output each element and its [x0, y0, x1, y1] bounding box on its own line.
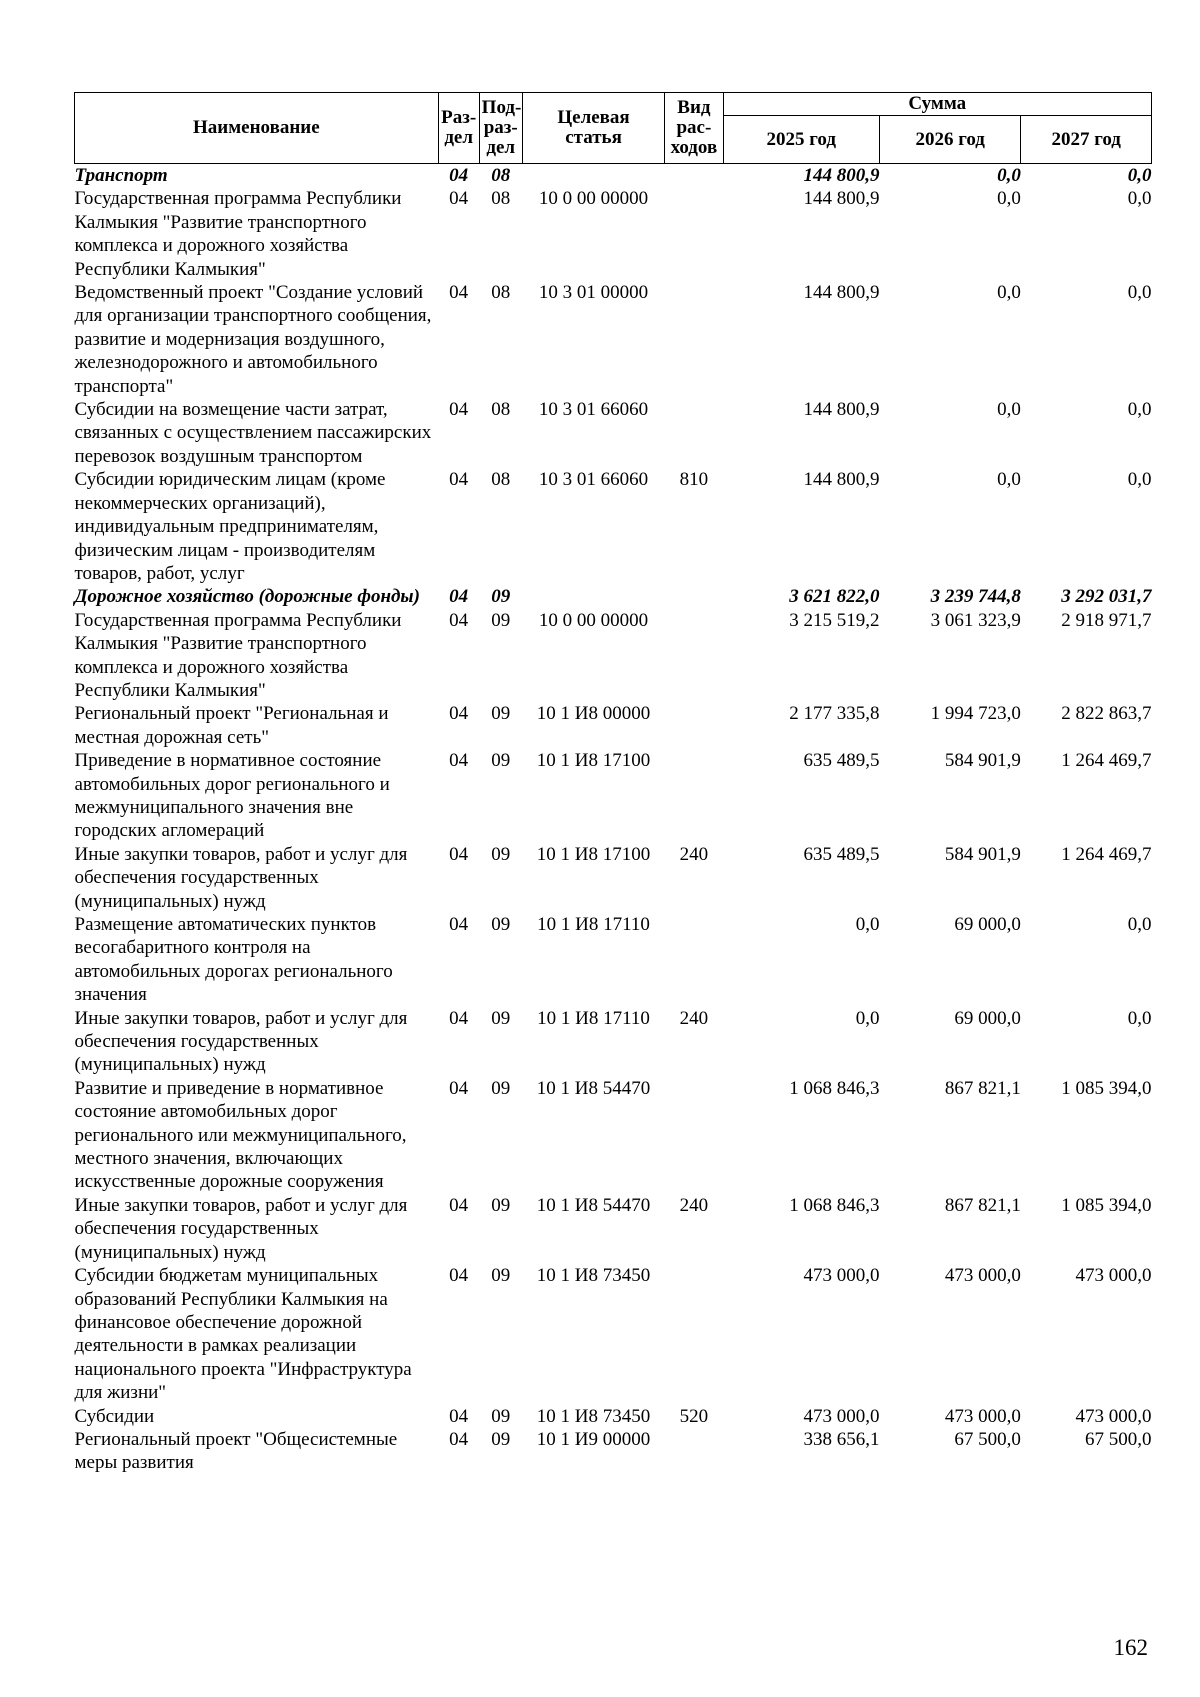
- header-year-2025: 2025 год: [723, 116, 879, 164]
- row-amount-2026: 69 000,0: [954, 914, 1021, 935]
- row-name: Субсидии бюджетам муниципальных образований Республики Калмыкия на финансовое обеспечение дорожной деятельности в рамках реализации национального проекта "Инфраструктура для жизни": [74, 1265, 412, 1404]
- row-razdel: 04: [449, 914, 469, 935]
- row-amount-2027: 1 264 469,7: [1061, 750, 1152, 772]
- table-header: [75, 93, 1152, 164]
- row-amount-2026: 0,0: [997, 469, 1021, 491]
- table-row: [75, 702, 1152, 749]
- row-razdel: 04: [449, 282, 469, 304]
- table-row: [75, 1428, 1152, 1475]
- row-target-article: 10 3 01 00000: [538, 282, 649, 304]
- row-amount-2026: 0,0: [997, 188, 1021, 210]
- header-target-line: статья: [565, 127, 622, 148]
- row-amount-2025: 1 068 846,3: [789, 1077, 880, 1099]
- row-expense-type: 520: [679, 1405, 709, 1427]
- row-target-article: 10 1 И8 73450: [536, 1405, 651, 1427]
- row-podrazdel: 09: [491, 750, 511, 772]
- row-expense-type: [665, 585, 723, 608]
- row-expense-type: [665, 398, 723, 468]
- header-razdel-line: Раз-: [441, 107, 477, 128]
- row-expense-type: [665, 702, 723, 749]
- row-razdel: 04: [449, 703, 469, 725]
- row-podrazdel: 08: [491, 282, 511, 304]
- row-amount-2027: 1 264 469,7: [1061, 843, 1152, 865]
- page-number: 162: [1113, 1635, 1148, 1660]
- row-expense-type: 810: [679, 469, 709, 491]
- row-amount-2027: 0,0: [1127, 399, 1152, 421]
- row-razdel: 04: [449, 399, 469, 421]
- header-vid-line: ходов: [670, 137, 718, 158]
- row-podrazdel: 09: [491, 1194, 511, 1216]
- row-amount-2027: 473 000,0: [1075, 1265, 1152, 1287]
- row-expense-type: [665, 1077, 723, 1194]
- row-amount-2026: 0,0: [997, 282, 1021, 304]
- row-target-article: 10 1 И8 54470: [536, 1194, 651, 1216]
- row-name: Иные закупки товаров, работ и услуг для обеспечения государственных (муниципальных) нужд: [74, 843, 408, 912]
- table-row: [75, 609, 1152, 703]
- row-amount-2027: 0,0: [1127, 469, 1152, 491]
- row-name: Транспорт: [74, 165, 168, 186]
- header-podrazdel-line: дел: [486, 137, 516, 158]
- row-razdel: 04: [449, 1007, 469, 1029]
- table-row: [75, 187, 1152, 281]
- row-name: Приведение в нормативное состояние автомобильных дорог регионального и межмуниципального значения вне городских агломераций: [74, 750, 390, 842]
- row-target-article: 10 1 И8 00000: [536, 703, 651, 725]
- table-row: [75, 1194, 1152, 1264]
- row-target-article: 10 0 00 00000: [538, 188, 649, 210]
- section-row: [75, 164, 1152, 188]
- row-amount-2027: 0,0: [1127, 914, 1152, 935]
- row-amount-2025: 144 800,9: [803, 399, 880, 421]
- row-podrazdel: 08: [491, 165, 511, 186]
- row-amount-2025: 473 000,0: [803, 1265, 880, 1287]
- table-row: [75, 1405, 1152, 1428]
- row-amount-2027: 3 292 031,7: [1061, 586, 1152, 608]
- row-podrazdel: 09: [491, 1007, 511, 1029]
- row-podrazdel: 09: [491, 586, 511, 608]
- row-name: Государственная программа Республики Калмыкия "Развитие транспортного комплекса и дорожного хозяйства Республики Калмыкия": [74, 609, 402, 701]
- row-amount-2027: 0,0: [1127, 282, 1152, 304]
- row-razdel: 04: [449, 1428, 469, 1450]
- header-podrazdel: [479, 93, 522, 164]
- row-podrazdel: 08: [491, 188, 511, 210]
- section-row: [75, 585, 1152, 608]
- row-target-article: 10 1 И9 00000: [536, 1428, 651, 1450]
- row-amount-2025: 2 177 335,8: [789, 703, 880, 725]
- row-amount-2025: 0,0: [855, 914, 880, 935]
- table-row: [75, 1077, 1152, 1194]
- row-name: Региональный проект "Общесистемные меры развития: [74, 1428, 398, 1474]
- header-year-2027: 2027 год: [1021, 116, 1152, 164]
- row-expense-type: [665, 749, 723, 843]
- header-sum: Сумма: [723, 93, 1151, 116]
- row-amount-2027: 2 822 863,7: [1061, 703, 1152, 725]
- header-year-2026: 2026 год: [880, 116, 1021, 164]
- row-target-article: 10 1 И8 54470: [536, 1077, 651, 1099]
- row-razdel: 04: [449, 843, 469, 865]
- header-razdel-line: дел: [444, 127, 474, 148]
- row-name: Региональный проект "Региональная и местная дорожная сеть": [74, 703, 389, 748]
- row-razdel: 04: [449, 469, 469, 491]
- row-amount-2026: 584 901,9: [944, 750, 1021, 772]
- row-name: Ведомственный проект "Создание условий для организации транспортного сообщения, развитие и модернизация воздушного, железнодорожного и автомобильного транспорта": [74, 282, 432, 397]
- row-name: Субсидии на возмещение части затрат, связанных с осуществлением пассажирских перевозок воздушным транспортом: [74, 399, 432, 467]
- row-name: Государственная программа Республики Калмыкия "Развитие транспортного комплекса и дорожного хозяйства Республики Калмыкия": [74, 188, 402, 280]
- budget-table: [74, 92, 1152, 1475]
- row-podrazdel: 09: [491, 843, 511, 865]
- row-razdel: 04: [449, 1077, 469, 1099]
- row-amount-2026: 867 821,1: [944, 1077, 1021, 1099]
- row-expense-type: [665, 187, 723, 281]
- table-row: [75, 468, 1152, 585]
- row-amount-2026: 0,0: [997, 165, 1021, 186]
- row-amount-2026: 67 500,0: [954, 1428, 1021, 1450]
- row-podrazdel: 09: [491, 1405, 511, 1427]
- row-name: Размещение автоматических пунктов весогабаритного контроля на автомобильных дорогах регионального значения: [74, 914, 393, 1006]
- row-expense-type: 240: [679, 1194, 709, 1216]
- row-expense-type: [665, 281, 723, 398]
- table-body: [75, 164, 1152, 1475]
- row-podrazdel: 09: [491, 914, 511, 935]
- row-amount-2025: 635 489,5: [803, 843, 880, 865]
- row-podrazdel: 09: [491, 609, 511, 631]
- row-amount-2027: 0,0: [1127, 165, 1152, 186]
- row-amount-2025: 338 656,1: [803, 1428, 880, 1450]
- row-amount-2026: 584 901,9: [944, 843, 1021, 865]
- row-razdel: 04: [449, 1194, 469, 1216]
- row-name: Развитие и приведение в нормативное состояние автомобильных дорог регионального или межмуниципального, местного значения, включающих искусственные дорожные сооружения: [74, 1077, 407, 1193]
- table-row: [75, 1007, 1152, 1077]
- header-target-line: Целевая: [557, 107, 630, 128]
- row-amount-2025: 144 800,9: [803, 188, 880, 210]
- table-row: [75, 913, 1152, 1007]
- row-amount-2027: 1 085 394,0: [1061, 1077, 1152, 1099]
- row-amount-2026: 3 061 323,9: [930, 609, 1021, 631]
- row-target-article: 10 3 01 66060: [538, 469, 649, 491]
- row-amount-2026: 3 239 744,8: [930, 586, 1021, 608]
- row-razdel: 04: [449, 165, 469, 186]
- row-target-article: 10 1 И8 17110: [537, 1007, 650, 1029]
- row-expense-type: [665, 609, 723, 703]
- header-razdel: [438, 93, 479, 164]
- row-amount-2026: 0,0: [997, 399, 1021, 421]
- header-vid-line: рас-: [676, 117, 712, 138]
- row-amount-2025: 144 800,9: [803, 469, 880, 491]
- row-amount-2025: 635 489,5: [803, 750, 880, 772]
- header-vid-line: Вид: [677, 97, 711, 118]
- row-target-article: [522, 164, 664, 188]
- row-target-article: 10 1 И8 17100: [536, 843, 651, 865]
- row-amount-2025: 1 068 846,3: [789, 1194, 880, 1216]
- row-amount-2027: 2 918 971,7: [1061, 609, 1152, 631]
- row-razdel: 04: [449, 1265, 469, 1287]
- row-expense-type: [665, 164, 723, 188]
- row-razdel: 04: [449, 750, 469, 772]
- row-amount-2027: 0,0: [1127, 1007, 1152, 1029]
- row-razdel: 04: [449, 188, 469, 210]
- row-podrazdel: 09: [491, 1265, 511, 1287]
- table-row: [75, 749, 1152, 843]
- row-target-article: 10 1 И8 17100: [536, 750, 651, 772]
- header-vid: [665, 93, 723, 164]
- row-expense-type: 240: [679, 1007, 709, 1029]
- row-podrazdel: 09: [491, 703, 511, 725]
- row-amount-2025: 3 621 822,0: [789, 586, 880, 608]
- row-name: Иные закупки товаров, работ и услуг для обеспечения государственных (муниципальных) нужд: [74, 1194, 408, 1263]
- row-amount-2027: 473 000,0: [1075, 1405, 1152, 1427]
- header-podrazdel-line: раз-: [483, 117, 518, 138]
- row-razdel: 04: [449, 609, 469, 631]
- row-amount-2027: 67 500,0: [1085, 1428, 1152, 1450]
- header-podrazdel-line: Под-: [481, 97, 522, 118]
- row-amount-2026: 867 821,1: [944, 1194, 1021, 1216]
- row-amount-2026: 473 000,0: [944, 1405, 1021, 1427]
- row-target-article: [522, 585, 664, 608]
- row-amount-2027: 1 085 394,0: [1061, 1194, 1152, 1216]
- row-amount-2025: 3 215 519,2: [789, 609, 880, 631]
- row-amount-2025: 144 800,9: [803, 165, 880, 186]
- row-razdel: 04: [449, 586, 469, 608]
- row-podrazdel: 09: [491, 1428, 511, 1450]
- table-row: [75, 398, 1152, 468]
- row-amount-2025: 473 000,0: [803, 1405, 880, 1427]
- table-row: [75, 1264, 1152, 1404]
- row-amount-2026: 69 000,0: [954, 1007, 1021, 1029]
- row-podrazdel: 08: [491, 399, 511, 421]
- row-expense-type: [665, 913, 723, 1007]
- table-row: [75, 281, 1152, 398]
- row-name: Субсидии: [74, 1405, 155, 1427]
- row-razdel: 04: [449, 1405, 469, 1427]
- row-amount-2025: 144 800,9: [803, 282, 880, 304]
- row-name: Дорожное хозяйство (дорожные фонды): [74, 586, 420, 608]
- row-amount-2025: 0,0: [855, 1007, 880, 1029]
- row-target-article: 10 1 И8 73450: [536, 1265, 651, 1287]
- row-expense-type: [665, 1428, 723, 1475]
- row-amount-2026: 1 994 723,0: [930, 703, 1021, 725]
- row-name: Субсидии юридическим лицам (кроме некоммерческих организаций), индивидуальным предпринимателям, физическим лицам - производителям товаров, работ, услуг: [74, 469, 386, 584]
- row-target-article: 10 1 И8 17110: [537, 914, 650, 935]
- row-amount-2027: 0,0: [1127, 188, 1152, 210]
- row-amount-2026: 473 000,0: [944, 1265, 1021, 1287]
- row-expense-type: [665, 1264, 723, 1404]
- header-name: Наименование: [75, 93, 439, 164]
- header-target: [522, 93, 664, 164]
- table-row: [75, 843, 1152, 913]
- row-expense-type: 240: [679, 843, 709, 865]
- row-target-article: 10 3 01 66060: [538, 399, 649, 421]
- row-name: Иные закупки товаров, работ и услуг для обеспечения государственных (муниципальных) нужд: [74, 1007, 408, 1076]
- row-podrazdel: 09: [491, 1077, 511, 1099]
- row-podrazdel: 08: [491, 469, 511, 491]
- row-target-article: 10 0 00 00000: [538, 609, 649, 631]
